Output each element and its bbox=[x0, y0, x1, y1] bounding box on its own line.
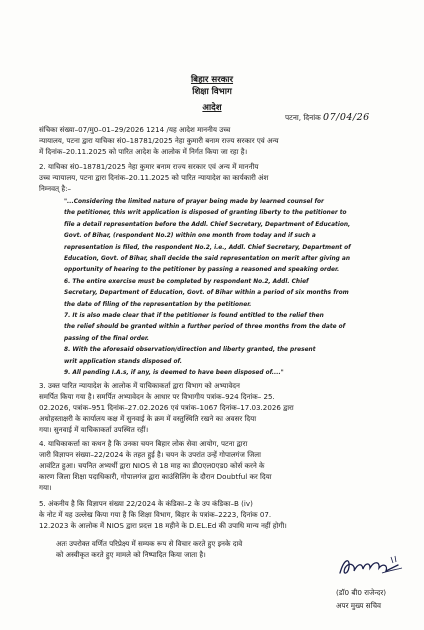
quote-line: "...Considering the limited nature of prayer being made by learned counsel for bbox=[64, 197, 324, 205]
paragraph-5 bbox=[39, 498, 394, 531]
quote-line: the relief should be granted within a further period of three months from the date of bbox=[64, 322, 346, 331]
quote-line: Secretary, Department of Education, Govt. of Bihar within a period of six months from bbox=[64, 288, 349, 297]
para1-line: में दिनांक–20.11.2025 को पारित आदेश के आलोक में निर्गत किया जा रहा है। bbox=[39, 147, 248, 156]
para4-line: गया। bbox=[39, 483, 52, 492]
para1-line: संचिका संख्या–07/मु0–01–29/2026 1214 /यह आदेश माननीय उच्च bbox=[39, 125, 231, 134]
quote-line: representation is filed, the respondent No.2, i.e., Addl. Chief Secretary, Department of bbox=[64, 242, 351, 251]
government-heading: बिहार सरकार bbox=[190, 75, 234, 85]
court-order-excerpt bbox=[64, 196, 388, 379]
quote-line: file a detail representation before the Addl. Chief Secretary, Department of Education, bbox=[64, 219, 351, 228]
paragraph-4 bbox=[39, 438, 394, 493]
quote-line: opportunity of hearing to the petitioner by passing a reasoned and speaking order. bbox=[64, 265, 340, 274]
paragraph-1 bbox=[39, 124, 394, 157]
quote-line: the date of filing of the representation by the petitioner. bbox=[64, 299, 252, 308]
quote-line: Govt. of Bihar, (respondent No.2) within one month from today and if such a bbox=[64, 231, 316, 240]
quote-line: Education, Govt. of Bihar, shall decide the said representation on merit after giving an bbox=[64, 254, 350, 263]
paragraph-3 bbox=[39, 380, 394, 435]
para3-line: अधोहस्ताक्षरी के कार्यालय कक्ष में सुनवाई के क्रम में वस्तुस्थिति रखने का अवसर दिया bbox=[39, 414, 257, 423]
date-line bbox=[285, 112, 370, 123]
para5-line: 12.2023 के आलोक में NIOS द्वारा प्रदत्त 18 महीने के D.EL.Ed की उपाधि मान्य नहीं होगी। bbox=[39, 521, 287, 530]
para2-line: उच्च न्यायालय, पटना द्वारा दिनांक–20.11.2025 को पारित न्यायादेश का कार्यकारी अंश bbox=[39, 173, 269, 182]
para5-line: 5. अंकनीय है कि विज्ञापन संख्या 22/2024 के कंडिका–2 के उप कंडिका–B (iv) bbox=[39, 499, 253, 508]
quote-line: writ application stands disposed of. bbox=[64, 356, 182, 365]
handwritten-date: 07/04/26 bbox=[323, 112, 370, 123]
signatory-title: अपर मुख्य सचिव bbox=[336, 601, 382, 610]
para4-line: 4. याचिकाकर्त्ता का कथन है कि उनका चयन बिहार लोक सेवा आयोग, पटना द्वारा bbox=[39, 439, 248, 448]
para3-line: समर्पित किया गया है। समर्पित अभ्यावेदन के आधार पर विभागीय पत्रांक–924 दिनांक– 25. bbox=[39, 392, 275, 401]
place-label: पटना, दिनांक bbox=[285, 113, 321, 122]
para3-line: 02.2026, पत्रांक–951 दिनांक–27.02.2026 एवं पत्रांक–1067 दिनांक–17.03.2026 द्वारा bbox=[39, 403, 294, 412]
para6-line: को अस्वीकृत करते हुए मामले को निष्पादित किया जाता है। bbox=[56, 550, 206, 559]
quote-line: 9. All pending I.A.s, if any, is deemed to have been disposed of...." bbox=[64, 368, 284, 377]
para4-line: कारण जिला शिक्षा पदाधिकारी, गोपालगंज द्वारा काउंसिलिंग के दौरान Doubtful कर दिया bbox=[39, 472, 272, 481]
handwritten-signature bbox=[336, 553, 406, 579]
signatory-name: (डॉ0 बी0 राजेन्दर) bbox=[336, 588, 387, 597]
paragraph-2 bbox=[39, 161, 394, 194]
para2-line: 2. याचिका सं0–18781/2025 नेहा कुमार बनाम राज्य सरकार एवं अन्य में माननीय bbox=[39, 162, 259, 171]
para4-line: आवंटित हुआ। चयनित अभ्यर्थी द्वारा NIOS से 18 माह का डी0एल0एड0 कोर्स करने के bbox=[39, 461, 265, 470]
quote-line: 8. With the aforesaid observation/direction and liberty granted, the present bbox=[64, 345, 316, 354]
para3-line: 3. उक्त पारित न्यायादेश के आलोक में याचिकाकर्ता द्वारा विभाग को अभ्यावेदन bbox=[39, 381, 240, 390]
para1-line: न्यायालय, पटना द्वारा याचिका सं0–18781/2025 नेहा कुमारी बनाम राज्य सरकार एवं अन्य bbox=[39, 136, 279, 145]
para3-line: गया। सुनवाई में याचिकाकर्ता उपस्थित रहीं। bbox=[39, 425, 149, 434]
quote-line: 7. It is also made clear that if the petitioner is found entitled to the relief then bbox=[64, 311, 324, 320]
para6-line: अतः उपरोक्त वर्णित परिप्रेक्ष्य में सम्यक रूप से विचार करते हुए इनके दावे bbox=[56, 539, 243, 548]
order-heading: आदेश bbox=[202, 103, 222, 113]
para4-line: जारी विज्ञापन संख्या–22/2024 के तहत हुई है। चयन के उपरांत उन्हें गोपालगंज जिला bbox=[39, 450, 261, 459]
para2-line: निम्नवत् है:– bbox=[39, 184, 72, 193]
quote-line: passing of the final order. bbox=[64, 333, 150, 342]
para5-line: के नोट में यह उल्लेख किया गया है कि शिक्षा विभाग, बिहार के पत्रांक–2223, दिनांक 07. bbox=[39, 510, 272, 519]
quote-line: the petitioner, this writ application is disposed of granting liberty to the petitioner to bbox=[64, 208, 347, 217]
quote-line: 6. The entire exercise must be completed by respondent No.2, Addl. Chief bbox=[64, 276, 309, 285]
department-heading: शिक्षा विभाग bbox=[192, 87, 232, 97]
